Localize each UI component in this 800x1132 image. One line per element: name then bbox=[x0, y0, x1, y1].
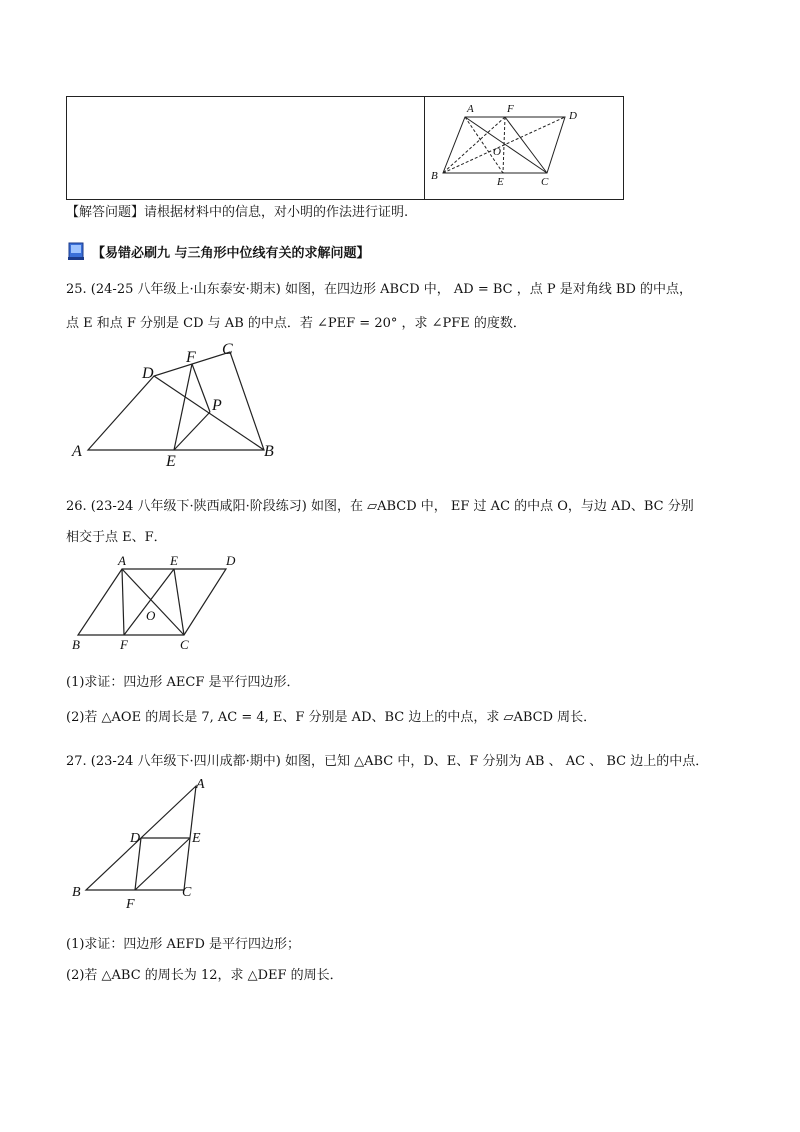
q25-label-B: B bbox=[264, 443, 274, 460]
section-header bbox=[66, 238, 370, 264]
q26-label-E: E bbox=[170, 553, 178, 568]
q27-label-F: F bbox=[126, 897, 135, 912]
q26-label-C: C bbox=[180, 637, 189, 652]
q26-label-A: A bbox=[118, 553, 126, 568]
q26-label-F: F bbox=[120, 637, 128, 652]
q26-label-B: B bbox=[72, 637, 80, 652]
section-title: 【易错必刷九 与三角形中位线有关的求解问题】 bbox=[92, 245, 370, 261]
fig-label-E: E bbox=[497, 176, 504, 188]
fig-label-O: O bbox=[493, 146, 501, 158]
q25-label-C: C bbox=[222, 341, 233, 358]
q26-figure bbox=[66, 553, 256, 655]
q25-label-F: F bbox=[186, 349, 196, 366]
q26-line1: 26. (23-24 八年级下·陕西咸阳·阶段练习) 如图，在 ▱ABCD 中， EF 过 AC 的中点 O，与边 AD、BC 分别 bbox=[66, 499, 694, 514]
q25-label-P: P bbox=[212, 397, 222, 414]
q26-part1: (1)求证：四边形 AECF 是平行四边形． bbox=[66, 675, 300, 690]
q25-label-A: A bbox=[72, 443, 82, 460]
q26-line2: 相交于点 E、F． bbox=[66, 530, 167, 545]
book-icon bbox=[66, 241, 86, 261]
fig-label-D: D bbox=[569, 110, 577, 122]
fig-label-F: F bbox=[507, 103, 514, 115]
material-table bbox=[66, 96, 624, 200]
q27-label-A: A bbox=[196, 777, 205, 792]
q27-label-D: D bbox=[130, 831, 141, 846]
q27-part1: (1)求证：四边形 AEFD 是平行四边形； bbox=[66, 937, 301, 952]
q25-label-E: E bbox=[166, 453, 176, 470]
q26-label-D: D bbox=[226, 553, 236, 568]
fig-label-A: A bbox=[467, 103, 474, 115]
table-figure bbox=[425, 97, 623, 199]
q25-line1: 25. (24-25 八年级上·山东泰安·期末) 如图，在四边形 ABCD 中， AD = BC ，点 P 是对角线 BD 的中点， bbox=[66, 282, 692, 297]
q27-line1: 27. (23-24 八年级下·四川成都·期中) 如图，已知 △ABC 中，D、E、F 分别为 AB 、 AC 、 BC 边上的中点． bbox=[66, 754, 709, 769]
q26-part2: (2)若 △AOE 的周长是 7, AC = 4, E、F 分别是 AD、BC 边上的中点，求 ▱ABCD 周长． bbox=[66, 710, 597, 725]
fig-label-B: B bbox=[431, 170, 438, 182]
answer-prompt: 【解答问题】请根据材料中的信息，对小明的作法进行证明. bbox=[66, 205, 409, 220]
q27-part2: (2)若 △ABC 的周长为 12，求 △DEF 的周长． bbox=[66, 968, 343, 983]
q27-label-B: B bbox=[72, 885, 81, 900]
q27-figure bbox=[66, 772, 216, 912]
q25-figure bbox=[66, 338, 286, 473]
q27-label-E: E bbox=[192, 831, 201, 846]
q25-label-D: D bbox=[142, 365, 154, 382]
q25-line2: 点 E 和点 F 分别是 CD 与 AB 的中点．若 ∠PEF = 20° ，求 ∠PFE 的度数． bbox=[66, 316, 526, 331]
q26-label-O: O bbox=[146, 608, 156, 623]
q27-label-C: C bbox=[182, 885, 192, 900]
fig-label-C: C bbox=[541, 176, 549, 188]
